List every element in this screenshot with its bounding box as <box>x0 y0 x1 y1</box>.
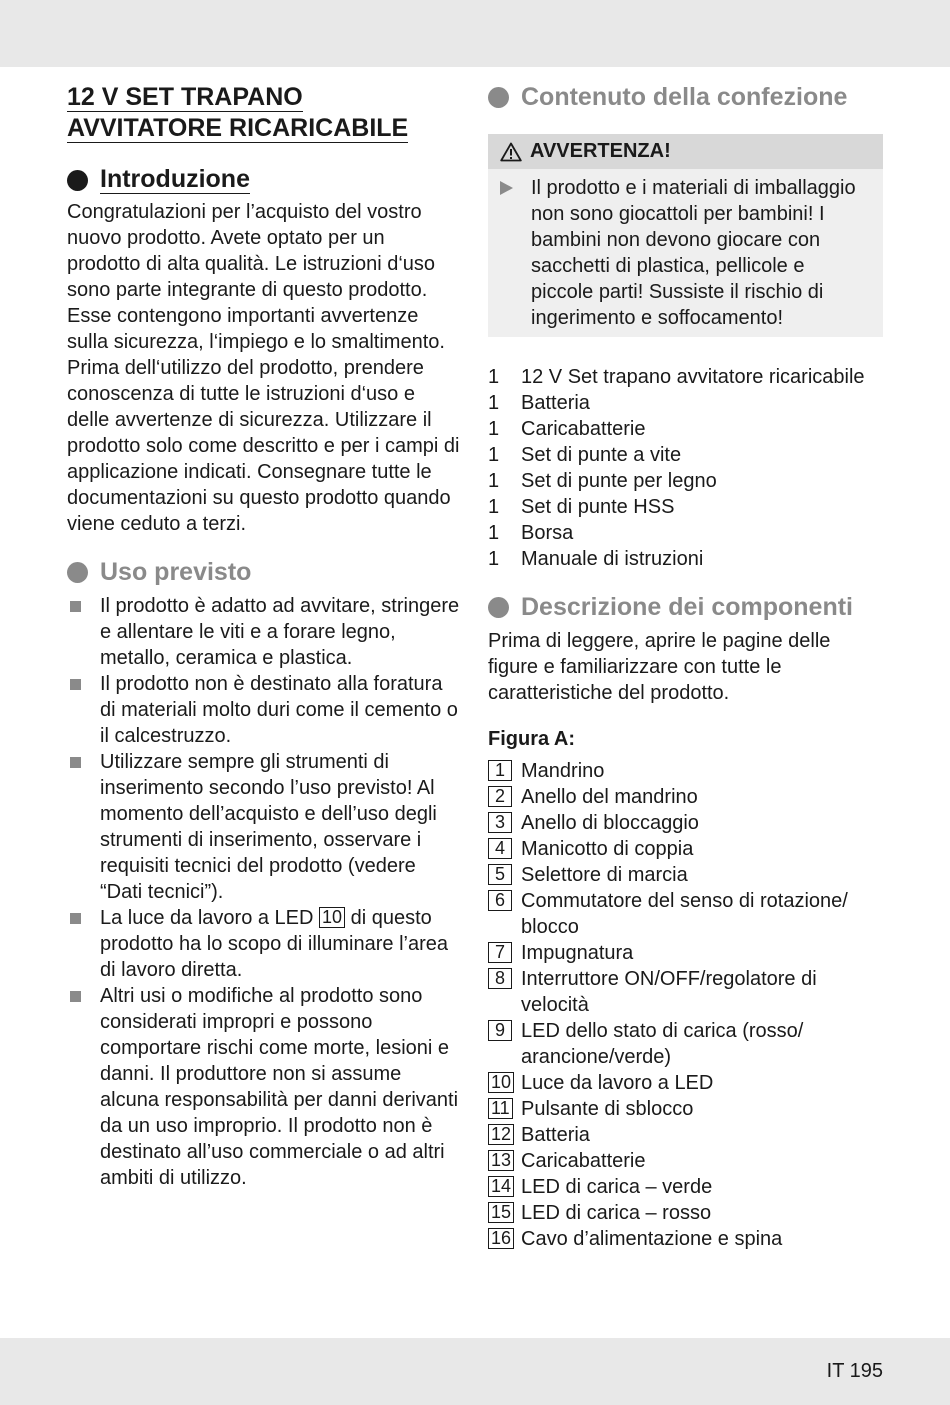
list-item: 16 Cavo d’alimentazione e spina <box>488 1226 883 1252</box>
warning-header <box>488 134 883 169</box>
list-item: Il prodotto è adatto ad avvitare, stringere e allentare le viti e a forare legno, metallo, ceramica e plastica. <box>67 593 462 671</box>
part-number-badge: 2 <box>488 786 512 807</box>
footer-band <box>0 1338 950 1405</box>
list-item: 5 Selettore di marcia <box>488 862 883 888</box>
figure-title: Figura A: <box>488 728 576 750</box>
part-number-badge: 3 <box>488 812 512 833</box>
list-item: 1 Set di punte a vite <box>488 444 682 466</box>
square-bullet-icon <box>70 991 81 1002</box>
part-number-badge: 5 <box>488 864 512 885</box>
package-heading-text: Contenuto della confezione <box>521 83 848 111</box>
bullet-dot-icon <box>67 170 88 191</box>
square-bullet-icon <box>70 913 81 924</box>
page-number: IT 195 <box>826 1360 883 1382</box>
list-item: Utilizzare sempre gli strumenti di inserimento secondo l’uso previsto! Al momento dell’acquisto e dell’uso degli strumenti di inserimento, osservare i requisiti tecnici del prodotto (vedere “Dati tecnici”). <box>67 749 462 905</box>
list-item: 3 Anello di bloccaggio <box>488 810 883 836</box>
list-item: 11 Pulsante di sblocco <box>488 1096 883 1122</box>
part-number-badge: 8 <box>488 968 512 989</box>
header-band <box>0 0 950 67</box>
package-contents-list <box>488 364 883 572</box>
square-bullet-icon <box>70 679 81 690</box>
list-item: 6 Commutatore del senso di rotazione/ blocco <box>488 888 883 940</box>
list-item: Il prodotto non è destinato alla foratura di materiali molto duri come il cemento o il calcestruzzo. <box>67 671 462 749</box>
components-heading <box>488 592 883 622</box>
intended-use-heading <box>67 557 462 587</box>
part-number-badge: 12 <box>488 1124 514 1145</box>
part-number-badge: 1 <box>488 760 512 781</box>
intro-heading <box>67 166 462 194</box>
list-item: 10 Luce da lavoro a LED <box>488 1070 883 1096</box>
part-number-badge: 14 <box>488 1176 514 1197</box>
list-item: 7 Impugnatura <box>488 940 883 966</box>
list-item: 8 Interruttore ON/OFF/regolatore di velocità <box>488 966 883 1018</box>
intended-use-heading-text: Uso previsto <box>100 558 252 586</box>
right-column <box>488 80 883 1252</box>
list-item: 15 LED di carica – rosso <box>488 1200 883 1226</box>
list-item: 2 Anello del mandrino <box>488 784 883 810</box>
list-item: 1 12 V Set trapano avvitatore ricaricabile <box>488 366 865 388</box>
list-item: 1 Caricabatterie <box>488 418 646 440</box>
warning-body <box>488 169 883 331</box>
list-item: 1 Borsa <box>488 522 574 544</box>
part-number-badge: 13 <box>488 1150 514 1171</box>
intro-text: Congratulazioni per l’acquisto del vostro nuovo prodotto. Avete optato per un prodotto di alta qualità. Le istruzioni d‘uso sono parte integrante di questo prodotto. Esse contengono importanti avvertenze sulla sicurezza, l‘impiego e lo smaltimento. Prima dell‘utilizzo del prodotto, prendere conoscenza di tutte le istruzioni d‘uso e delle avvertenze di sicurezza. Utilizzare il prodotto solo come descritto e per i campi di applicazione indicati. Consegnare tutte le documentazioni su questo prodotto quando viene ceduto a terzi. <box>67 201 460 535</box>
list-item: 1 Mandrino <box>488 758 883 784</box>
warning-text: Il prodotto e i materiali di imballaggio non sono giocattoli per bambini! I bambini non devono giocare con sacchetti di plastica, pellicole e piccole parti! Sussiste il rischio di ingerimento e soffocamento! <box>531 177 856 329</box>
parts-list <box>488 758 883 1252</box>
warning-box <box>488 134 883 337</box>
part-number-badge: 7 <box>488 942 512 963</box>
part-number-badge: 11 <box>488 1098 513 1119</box>
list-item: 1 Set di punte HSS <box>488 496 675 518</box>
intro-heading-text: Introduzione <box>100 165 250 193</box>
list-item: 9 LED dello stato di carica (rosso/ arancione/verde) <box>488 1018 883 1070</box>
components-text: Prima di leggere, aprire le pagine delle figure e familiarizzare con tutte le caratteristiche del prodotto. <box>488 630 831 704</box>
list-item: 1 Set di punte per legno <box>488 470 717 492</box>
bullet-dot-icon <box>67 562 88 583</box>
arrow-right-icon <box>500 181 513 195</box>
part-number-badge: 10 <box>319 907 345 928</box>
list-item: 13 Caricabatterie <box>488 1148 883 1174</box>
list-item: 12 Batteria <box>488 1122 883 1148</box>
part-number-badge: 6 <box>488 890 512 911</box>
document-title <box>67 82 462 144</box>
document-title-line2: AVVITATORE RICARICABILE <box>67 114 409 142</box>
list-item: La luce da lavoro a LED 10 di questo prodotto ha lo scopo di illuminare l’area di lavoro diretta. <box>67 905 462 983</box>
bullet-dot-icon <box>488 597 509 618</box>
intended-use-list <box>67 593 462 1191</box>
document-title-line1: 12 V SET TRAPANO <box>67 83 303 111</box>
part-number-badge: 9 <box>488 1020 512 1041</box>
part-number-badge: 16 <box>488 1228 514 1249</box>
warning-triangle-icon <box>500 142 522 162</box>
part-number-badge: 4 <box>488 838 512 859</box>
list-item: 14 LED di carica – verde <box>488 1174 883 1200</box>
part-number-badge: 15 <box>488 1202 514 1223</box>
list-item: Altri usi o modifiche al prodotto sono considerati impropri e possono comportare rischi come morte, lesioni e danni. Il produttore non si assume alcuna responsabilità per danni derivanti da un uso improprio. Il prodotto non è destinato all’uso commerciale o ad altri ambiti di utilizzo. <box>67 983 462 1191</box>
square-bullet-icon <box>70 757 81 768</box>
warning-title: AVVERTENZA! <box>530 140 671 162</box>
bullet-dot-icon <box>488 87 509 108</box>
part-number-badge: 10 <box>488 1072 514 1093</box>
list-item: 4 Manicotto di coppia <box>488 836 883 862</box>
package-heading <box>488 82 883 112</box>
components-heading-text: Descrizione dei componenti <box>521 593 854 621</box>
square-bullet-icon <box>70 601 81 612</box>
list-item: 1 Manuale di istruzioni <box>488 548 704 570</box>
list-item: 1 Batteria <box>488 392 590 414</box>
left-column <box>67 80 462 1191</box>
